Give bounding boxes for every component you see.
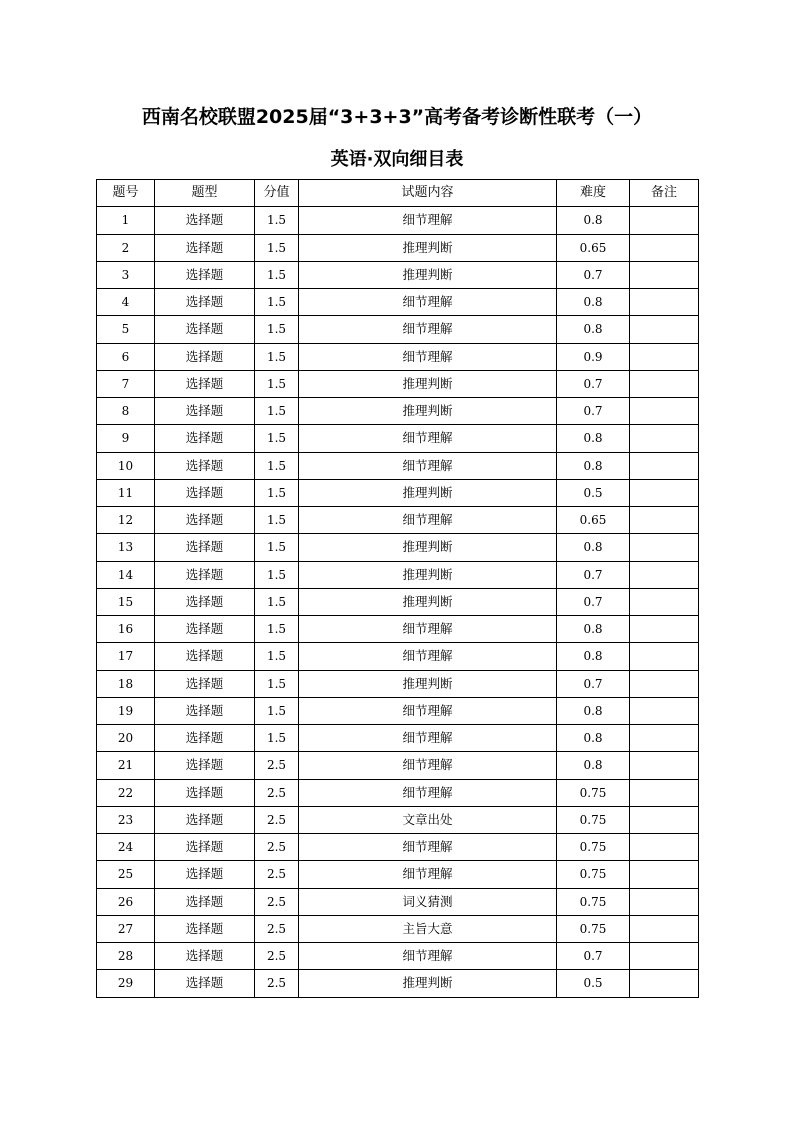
table-row	[97, 425, 699, 452]
cell-question-number: 5	[97, 316, 155, 343]
cell-question-number: 19	[97, 697, 155, 724]
cell-content: 推理判断	[299, 370, 557, 397]
cell-question-type: 选择题	[155, 398, 255, 425]
cell-content: 细节理解	[299, 752, 557, 779]
table-row	[97, 316, 699, 343]
cell-question-number: 24	[97, 834, 155, 861]
cell-question-number: 1	[97, 207, 155, 234]
cell-difficulty: 0.8	[557, 643, 630, 670]
cell-question-type: 选择题	[155, 343, 255, 370]
cell-difficulty: 0.8	[557, 697, 630, 724]
table-row	[97, 452, 699, 479]
cell-question-type: 选择题	[155, 670, 255, 697]
table-row	[97, 915, 699, 942]
cell-score: 1.5	[255, 370, 299, 397]
cell-score: 1.5	[255, 289, 299, 316]
cell-score: 2.5	[255, 861, 299, 888]
cell-question-type: 选择题	[155, 588, 255, 615]
cell-question-number: 12	[97, 507, 155, 534]
cell-score: 2.5	[255, 888, 299, 915]
cell-difficulty: 0.75	[557, 779, 630, 806]
cell-remarks	[630, 534, 699, 561]
cell-score: 1.5	[255, 425, 299, 452]
cell-question-type: 选择题	[155, 479, 255, 506]
cell-question-number: 9	[97, 425, 155, 452]
cell-question-type: 选择题	[155, 207, 255, 234]
cell-content: 主旨大意	[299, 915, 557, 942]
cell-question-type: 选择题	[155, 970, 255, 997]
table-row	[97, 507, 699, 534]
cell-question-type: 选择题	[155, 861, 255, 888]
cell-score: 1.5	[255, 343, 299, 370]
cell-difficulty: 0.8	[557, 289, 630, 316]
table-row	[97, 588, 699, 615]
cell-content: 词义猜测	[299, 888, 557, 915]
cell-content: 推理判断	[299, 534, 557, 561]
cell-difficulty: 0.7	[557, 561, 630, 588]
cell-remarks	[630, 479, 699, 506]
table-row	[97, 670, 699, 697]
table-row	[97, 697, 699, 724]
cell-question-type: 选择题	[155, 616, 255, 643]
cell-question-number: 27	[97, 915, 155, 942]
cell-question-type: 选择题	[155, 915, 255, 942]
cell-question-number: 22	[97, 779, 155, 806]
cell-score: 1.5	[255, 479, 299, 506]
cell-score: 1.5	[255, 234, 299, 261]
table-row	[97, 970, 699, 997]
cell-remarks	[630, 398, 699, 425]
cell-difficulty: 0.8	[557, 534, 630, 561]
cell-question-type: 选择题	[155, 888, 255, 915]
cell-remarks	[630, 234, 699, 261]
cell-remarks	[630, 616, 699, 643]
cell-difficulty: 0.65	[557, 234, 630, 261]
cell-content: 细节理解	[299, 725, 557, 752]
cell-content: 推理判断	[299, 561, 557, 588]
cell-difficulty: 0.8	[557, 316, 630, 343]
cell-score: 2.5	[255, 943, 299, 970]
table-row	[97, 207, 699, 234]
cell-difficulty: 0.75	[557, 806, 630, 833]
cell-content: 细节理解	[299, 343, 557, 370]
cell-question-number: 25	[97, 861, 155, 888]
cell-question-number: 13	[97, 534, 155, 561]
cell-question-type: 选择题	[155, 697, 255, 724]
cell-content: 细节理解	[299, 452, 557, 479]
cell-question-number: 3	[97, 261, 155, 288]
cell-question-type: 选择题	[155, 425, 255, 452]
cell-question-number: 4	[97, 289, 155, 316]
cell-question-type: 选择题	[155, 370, 255, 397]
header-score: 分值	[255, 180, 299, 207]
cell-content: 细节理解	[299, 289, 557, 316]
cell-question-type: 选择题	[155, 725, 255, 752]
cell-difficulty: 0.75	[557, 861, 630, 888]
cell-remarks	[630, 425, 699, 452]
cell-question-number: 18	[97, 670, 155, 697]
cell-score: 1.5	[255, 670, 299, 697]
cell-question-number: 17	[97, 643, 155, 670]
cell-remarks	[630, 697, 699, 724]
cell-question-number: 14	[97, 561, 155, 588]
table-row	[97, 779, 699, 806]
cell-question-number: 20	[97, 725, 155, 752]
cell-score: 1.5	[255, 507, 299, 534]
cell-difficulty: 0.7	[557, 943, 630, 970]
cell-question-number: 7	[97, 370, 155, 397]
cell-score: 2.5	[255, 806, 299, 833]
cell-question-number: 11	[97, 479, 155, 506]
cell-content: 细节理解	[299, 697, 557, 724]
table-row	[97, 616, 699, 643]
cell-score: 1.5	[255, 588, 299, 615]
spec-table	[96, 179, 699, 998]
cell-remarks	[630, 861, 699, 888]
cell-question-number: 2	[97, 234, 155, 261]
cell-remarks	[630, 343, 699, 370]
table-row	[97, 289, 699, 316]
cell-difficulty: 0.7	[557, 670, 630, 697]
cell-remarks	[630, 561, 699, 588]
cell-score: 2.5	[255, 752, 299, 779]
cell-score: 1.5	[255, 452, 299, 479]
cell-remarks	[630, 752, 699, 779]
cell-score: 2.5	[255, 915, 299, 942]
table-row	[97, 261, 699, 288]
table-row	[97, 343, 699, 370]
cell-difficulty: 0.75	[557, 915, 630, 942]
cell-score: 2.5	[255, 834, 299, 861]
cell-remarks	[630, 588, 699, 615]
cell-difficulty: 0.7	[557, 588, 630, 615]
cell-difficulty: 0.5	[557, 479, 630, 506]
cell-content: 推理判断	[299, 970, 557, 997]
cell-remarks	[630, 779, 699, 806]
table-row	[97, 398, 699, 425]
cell-score: 1.5	[255, 616, 299, 643]
cell-score: 1.5	[255, 261, 299, 288]
cell-content: 细节理解	[299, 643, 557, 670]
cell-question-type: 选择题	[155, 943, 255, 970]
cell-score: 1.5	[255, 725, 299, 752]
table-row	[97, 834, 699, 861]
cell-remarks	[630, 370, 699, 397]
cell-question-type: 选择题	[155, 261, 255, 288]
cell-difficulty: 0.8	[557, 752, 630, 779]
cell-score: 1.5	[255, 561, 299, 588]
cell-question-type: 选择题	[155, 234, 255, 261]
cell-question-type: 选择题	[155, 806, 255, 833]
table-row	[97, 752, 699, 779]
cell-remarks	[630, 452, 699, 479]
cell-difficulty: 0.9	[557, 343, 630, 370]
cell-question-type: 选择题	[155, 752, 255, 779]
table-row	[97, 806, 699, 833]
header-remarks: 备注	[630, 180, 699, 207]
cell-question-type: 选择题	[155, 534, 255, 561]
cell-question-type: 选择题	[155, 289, 255, 316]
header-question-number: 题号	[97, 180, 155, 207]
cell-content: 推理判断	[299, 261, 557, 288]
cell-question-number: 26	[97, 888, 155, 915]
cell-score: 1.5	[255, 643, 299, 670]
cell-difficulty: 0.7	[557, 370, 630, 397]
table-row	[97, 370, 699, 397]
cell-score: 1.5	[255, 207, 299, 234]
cell-content: 细节理解	[299, 861, 557, 888]
cell-difficulty: 0.8	[557, 207, 630, 234]
cell-question-type: 选择题	[155, 561, 255, 588]
cell-content: 推理判断	[299, 670, 557, 697]
document-title: 西南名校联盟2025届“3+3+3”高考备考诊断性联考（一）	[141, 106, 653, 128]
document-subtitle: 英语·双向细目表	[330, 149, 464, 170]
cell-remarks	[630, 970, 699, 997]
cell-difficulty: 0.5	[557, 970, 630, 997]
cell-difficulty: 0.8	[557, 616, 630, 643]
cell-remarks	[630, 725, 699, 752]
cell-score: 1.5	[255, 398, 299, 425]
cell-question-type: 选择题	[155, 507, 255, 534]
cell-content: 细节理解	[299, 834, 557, 861]
cell-question-number: 6	[97, 343, 155, 370]
cell-difficulty: 0.7	[557, 398, 630, 425]
cell-content: 细节理解	[299, 507, 557, 534]
table-row	[97, 643, 699, 670]
cell-question-number: 28	[97, 943, 155, 970]
cell-question-number: 23	[97, 806, 155, 833]
cell-content: 推理判断	[299, 234, 557, 261]
cell-content: 细节理解	[299, 425, 557, 452]
cell-score: 1.5	[255, 697, 299, 724]
cell-difficulty: 0.75	[557, 888, 630, 915]
cell-question-type: 选择题	[155, 643, 255, 670]
cell-question-type: 选择题	[155, 834, 255, 861]
cell-content: 细节理解	[299, 943, 557, 970]
cell-question-number: 29	[97, 970, 155, 997]
cell-remarks	[630, 507, 699, 534]
header-content: 试题内容	[299, 180, 557, 207]
cell-score: 2.5	[255, 779, 299, 806]
table-row	[97, 534, 699, 561]
cell-score: 2.5	[255, 970, 299, 997]
cell-content: 细节理解	[299, 616, 557, 643]
cell-content: 细节理解	[299, 779, 557, 806]
table-body	[97, 207, 699, 997]
cell-difficulty: 0.7	[557, 261, 630, 288]
cell-remarks	[630, 289, 699, 316]
cell-question-number: 8	[97, 398, 155, 425]
cell-content: 细节理解	[299, 207, 557, 234]
table-row	[97, 888, 699, 915]
header-difficulty: 难度	[557, 180, 630, 207]
cell-remarks	[630, 261, 699, 288]
cell-content: 细节理解	[299, 316, 557, 343]
cell-content: 文章出处	[299, 806, 557, 833]
cell-content: 推理判断	[299, 588, 557, 615]
table-row	[97, 479, 699, 506]
cell-question-number: 16	[97, 616, 155, 643]
cell-content: 推理判断	[299, 479, 557, 506]
table-row	[97, 861, 699, 888]
header-question-type: 题型	[155, 180, 255, 207]
cell-remarks	[630, 643, 699, 670]
cell-remarks	[630, 316, 699, 343]
cell-question-type: 选择题	[155, 316, 255, 343]
cell-question-number: 21	[97, 752, 155, 779]
table-row	[97, 943, 699, 970]
cell-difficulty: 0.65	[557, 507, 630, 534]
cell-difficulty: 0.8	[557, 725, 630, 752]
cell-question-type: 选择题	[155, 779, 255, 806]
cell-remarks	[630, 834, 699, 861]
cell-question-type: 选择题	[155, 452, 255, 479]
cell-remarks	[630, 915, 699, 942]
table-row	[97, 234, 699, 261]
cell-score: 1.5	[255, 316, 299, 343]
cell-content: 推理判断	[299, 398, 557, 425]
cell-remarks	[630, 943, 699, 970]
cell-difficulty: 0.8	[557, 452, 630, 479]
table-row	[97, 725, 699, 752]
cell-difficulty: 0.75	[557, 834, 630, 861]
cell-remarks	[630, 888, 699, 915]
cell-remarks	[630, 207, 699, 234]
table-row	[97, 561, 699, 588]
cell-question-number: 15	[97, 588, 155, 615]
cell-difficulty: 0.8	[557, 425, 630, 452]
cell-remarks	[630, 806, 699, 833]
table-header-row	[97, 180, 699, 207]
cell-remarks	[630, 670, 699, 697]
cell-question-number: 10	[97, 452, 155, 479]
cell-score: 1.5	[255, 534, 299, 561]
